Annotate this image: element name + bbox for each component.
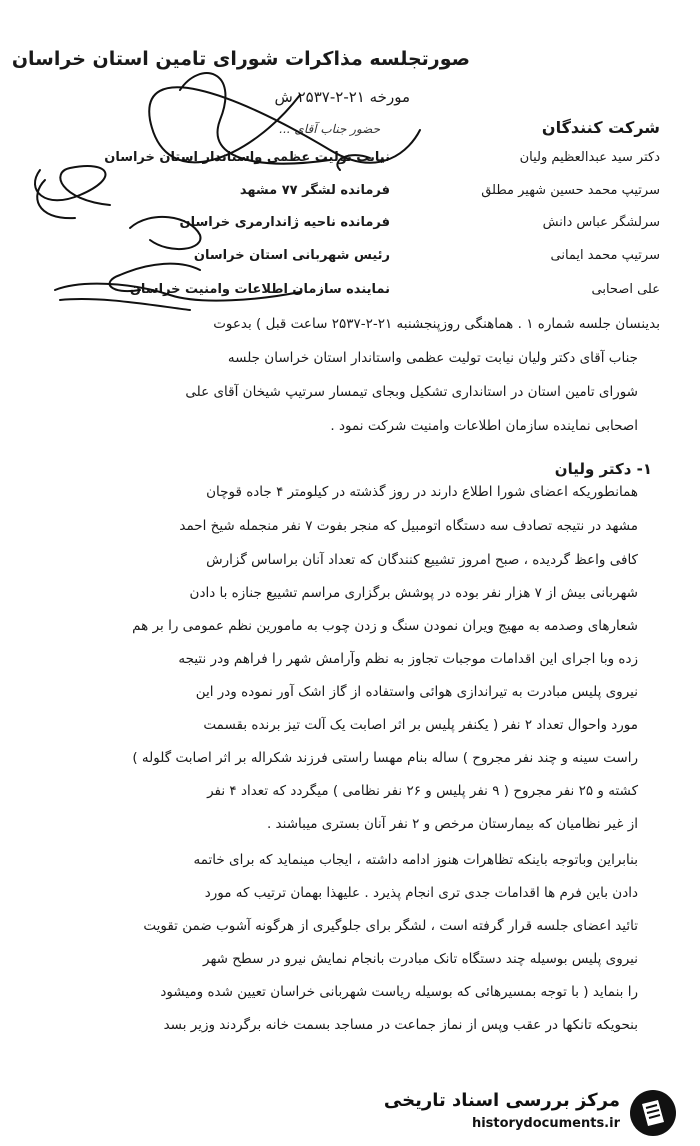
- text-line: شهربانی بیش از ۷ هزار نفر بوده در پوشش برگزاری مراسم تشییع جنازه با دادن: [189, 585, 638, 601]
- participant-name: سرلشگر عباس دانش: [542, 215, 660, 230]
- text-line: بنابراین وباتوجه باینکه تظاهرات هنوز ادامه داشته ، ایجاب مینماید که برای خاتمه: [193, 852, 638, 868]
- text-line: مورد واحوال تعداد ۲ نفر ( یکنفر پلیس بر اثر اصابت یک آلت تیز برنده بقسمت: [203, 717, 638, 733]
- text-line: تائید اعضای جلسه قرار گرفته است ، لشگر برای جلوگیری از هرگونه آشوب ضمن تقویت: [143, 918, 638, 934]
- text-line: بدینسان جلسه شماره ۱ . هماهنگی روزپنجشنبه ۲۱-۲-۲۵۳۷ ساعت قبل ) بدعوت: [213, 316, 660, 332]
- participant-name: سرتیپ محمد حسین شهیر مطلق: [481, 183, 660, 198]
- text-line: کافی واعظ گردیده ، صبح امروز تشییع کنندگان که تعداد آنان براساس گزارش: [206, 552, 638, 568]
- text-line: شعارهای وصدمه به مهیج ویران نمودن سنگ و زدن چوب به مامورین نظم عمومی را بر هم: [132, 618, 638, 634]
- participants-heading: شرکت کنندگان: [541, 118, 660, 137]
- text-line: نیروی پلیس بوسیله چند دستگاه تانک مبادرت بانجام نمایش نیرو در سطح شهر: [203, 951, 638, 967]
- watermark-site: historydocuments.ir: [471, 1116, 620, 1131]
- text-line: شورای تامین استان در استانداری تشکیل وبجای تیمسار سرتیپ شیخان آقای علی: [185, 384, 638, 400]
- participant-role: نماینده سازمان اطلاعات وامنیت خراسان: [129, 282, 390, 297]
- participant-role: نیابت تولیت عظمی واستاندار استان خراسان: [104, 150, 390, 165]
- archive-watermark: [383, 1088, 678, 1140]
- document-title: صورتجلسه مذاکرات شورای تامین استان خراسان: [11, 48, 470, 70]
- participant-role: رئیس شهربانی استان خراسان: [193, 248, 390, 263]
- text-line: اصحابی نماینده سازمان اطلاعات وامنیت شرکت نمود .: [330, 418, 638, 434]
- participant-name: سرتیپ محمد ایمانی: [550, 248, 660, 263]
- participant-name: دکتر سید عبدالعظیم ولیان: [519, 150, 660, 165]
- document-date: مورخه ۲۱-۲-۲۵۳۷ ش: [274, 88, 410, 106]
- participant-name: علی اصحابی: [591, 282, 660, 297]
- section-title: ۱- دکتر ولیان: [554, 460, 652, 478]
- participant-role: فرمانده لشگر ۷۷ مشهد: [239, 183, 390, 198]
- document-archive-logo-icon: [628, 1088, 678, 1138]
- text-line: همانطوریکه اعضای شورا اطلاع دارند در روز گذشته در کیلومتر ۴ جاده قوچان: [206, 484, 638, 500]
- handwritten-note: حضور جناب آقای ...: [279, 122, 380, 136]
- text-line: راست سینه و چند نفر مجروح ) ساله بنام مهسا راستی فرزند شکراله بر اثر اصابت گلوله ): [132, 750, 638, 766]
- watermark-title: مرکز بررسی اسناد تاریخی: [383, 1090, 620, 1111]
- text-line: مشهد در نتیجه تصادف سه دستگاه اتومبیل که منجر بفوت ۷ نفر منجمله شیخ احمد: [179, 518, 638, 534]
- text-line: بنحویکه تانکها در عقب وپس از نماز جماعت در مساجد بسمت خانه برگردند وزیر بسد: [163, 1017, 638, 1033]
- text-line: دادن باین فرم ها اقدامات جدی تری انجام پذیرد . علیهذا بهمان ترتیب که مورد: [204, 885, 638, 901]
- text-line: جناب آقای دکتر ولیان نیابت تولیت عظمی واستاندار استان خراسان جلسه: [227, 350, 638, 366]
- text-line: کشته و ۲۵ نفر مجروح ( ۹ نفر پلیس و ۲۶ نفر نظامی ) میگردد که تعداد ۴ نفر: [207, 783, 638, 799]
- text-line: از غیر نظامیان که بیمارستان مرخص و ۲ نفر آنان بستری میباشند .: [266, 816, 638, 832]
- text-line: نیروی پلیس مبادرت به تیراندازی هوائی واستفاده از گاز اشک آور نموده ودر این: [195, 684, 638, 700]
- text-line: زده وبا اجرای این اقدامات موجبات تجاوز به نظم وآرامش شهر را فراهم ودر نتیجه: [178, 651, 638, 667]
- text-line: را بنماید ( با توجه بمسیرهائی که بوسیله ریاست شهربانی خراسان تعیین شده ومیشود: [160, 984, 638, 1000]
- participant-role: فرمانده ناحیه ژاندارمری خراسان: [179, 215, 390, 230]
